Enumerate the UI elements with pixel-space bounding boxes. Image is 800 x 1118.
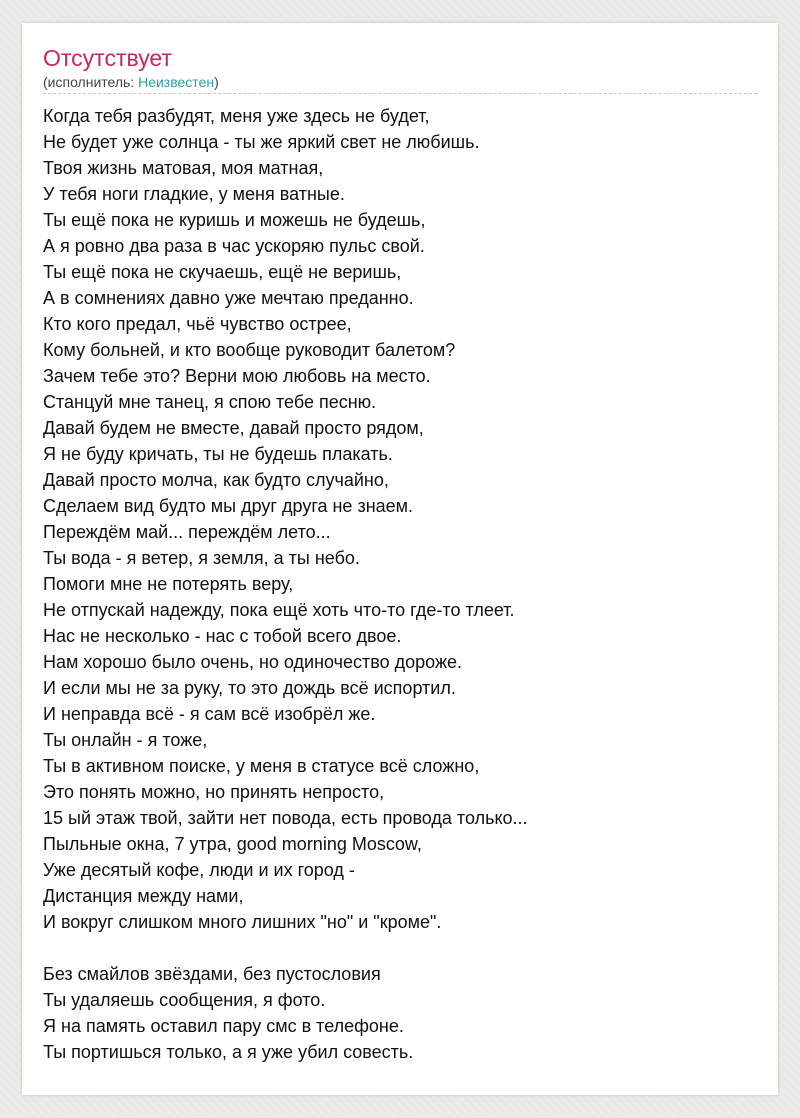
lyrics-text	[43, 103, 753, 1065]
artist-meta	[43, 73, 219, 91]
lyric-line: Кому больней, и кто вообще руководит балетом?	[43, 340, 456, 360]
lyric-line: Я на память оставил пару смс в телефоне.	[43, 1016, 404, 1036]
lyric-line: А я ровно два раза в час ускоряю пульс свой.	[43, 236, 425, 256]
lyric-line: Я не буду кричать, ты не будешь плакать.	[43, 444, 393, 464]
lyric-line: Нам хорошо было очень, но одиночество дороже.	[43, 652, 463, 672]
lyric-line: Это понять можно, но принять непросто,	[43, 782, 385, 802]
lyric-line: И вокруг слишком много лишних "но" и "кроме".	[43, 912, 442, 932]
lyric-line: Когда тебя разбудят, меня уже здесь не будет,	[43, 106, 430, 126]
lyric-line: Давай будем не вместе, давай просто рядом,	[43, 418, 424, 438]
lyric-line: Без смайлов звёздами, без пустословия	[43, 964, 381, 984]
lyric-line: А в сомнениях давно уже мечтаю преданно.	[43, 288, 414, 308]
artist-meta-prefix: (исполнитель:	[43, 74, 139, 90]
lyric-line: Ты ещё пока не скучаешь, ещё не веришь,	[43, 262, 402, 282]
title-divider	[43, 93, 757, 94]
lyric-line: Уже десятый кофе, люди и их город -	[43, 860, 355, 880]
lyrics-stanza-2	[43, 961, 753, 1065]
song-title: Отсутствует	[43, 45, 172, 71]
lyric-line: Станцуй мне танец, я спою тебе песню.	[43, 392, 377, 412]
lyric-line: 15 ый этаж твой, зайти нет повода, есть провода только...	[43, 808, 528, 828]
stanza-gap	[43, 935, 753, 961]
lyric-line: И если мы не за руку, то это дождь всё испортил.	[43, 678, 456, 698]
lyric-line: Твоя жизнь матовая, моя матная,	[43, 158, 324, 178]
lyric-line: Сделаем вид будто мы друг друга не знаем.	[43, 496, 414, 516]
lyric-line: Ты вода - я ветер, я земля, а ты небо.	[43, 548, 360, 568]
lyric-line: Зачем тебе это? Верни мою любовь на место.	[43, 366, 431, 386]
artist-meta-suffix: )	[214, 74, 219, 90]
lyric-line: У тебя ноги гладкие, у меня ватные.	[43, 184, 345, 204]
lyric-line: Кто кого предал, чьё чувство острее,	[43, 314, 352, 334]
lyric-line: Пыльные окна, 7 утра, good morning Moscow,	[43, 834, 422, 854]
lyric-line: Ты ещё пока не куришь и можешь не будешь,	[43, 210, 426, 230]
lyrics-stanza-1	[43, 103, 753, 935]
lyric-line: Ты в активном поиске, у меня в статусе всё сложно,	[43, 756, 480, 776]
artist-link[interactable]: Неизвестен	[138, 74, 215, 90]
lyric-line: Переждём май... переждём лето...	[43, 522, 331, 542]
lyric-line: Не отпускай надежду, пока ещё хоть что-то где-то тлеет.	[43, 600, 515, 620]
lyric-line: Давай просто молча, как будто случайно,	[43, 470, 389, 490]
lyric-line: Не будет уже солнца - ты же яркий свет не любишь.	[43, 132, 480, 152]
lyrics-card	[22, 23, 778, 1095]
lyric-line: Ты онлайн - я тоже,	[43, 730, 208, 750]
lyric-line: Ты удаляешь сообщения, я фото.	[43, 990, 326, 1010]
lyric-line: Ты портишься только, а я уже убил совесть.	[43, 1042, 414, 1062]
lyric-line: Помоги мне не потерять веру,	[43, 574, 294, 594]
lyric-line: И неправда всё - я сам всё изобрёл же.	[43, 704, 376, 724]
lyric-line: Нас не несколько - нас с тобой всего двое.	[43, 626, 402, 646]
lyric-line: Дистанция между нами,	[43, 886, 244, 906]
